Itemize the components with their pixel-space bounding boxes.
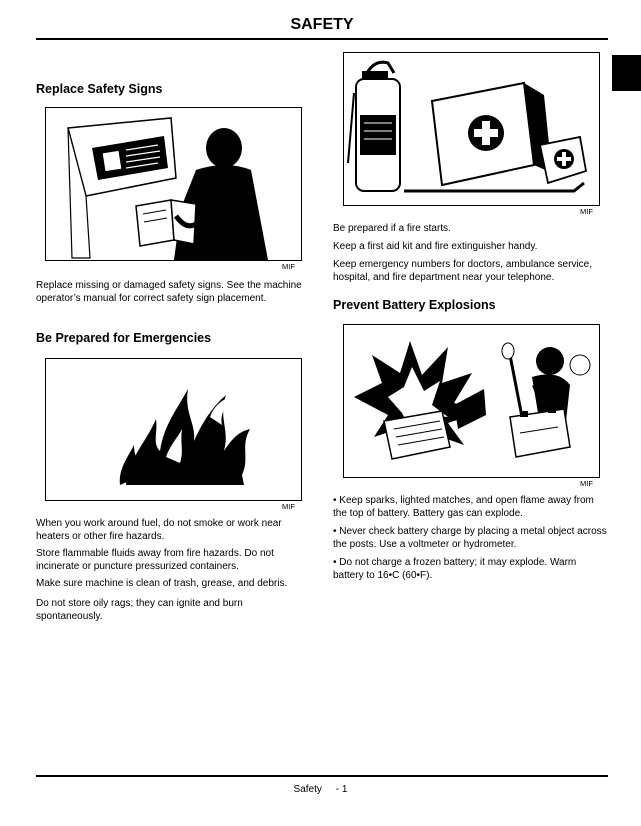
frozen-battery-bullet: • Do not charge a frozen battery; it may explode. Warm battery to 16•C (60•F).: [333, 557, 577, 581]
replace-safety-signs-heading: Replace Safety Signs: [36, 82, 163, 96]
check-charge-bullet: • Never check battery charge by placing a metal object across the posts. Use a voltmeter or hydrometer.: [333, 526, 607, 550]
fire-starts-text: Be prepared if a fire starts.: [333, 223, 451, 234]
fuel-warning-text: When you work around fuel, do not smoke or work near heaters or other fire hazards.: [36, 518, 282, 542]
sparks-bullet: • Keep sparks, lighted matches, and open flame away from the top of battery. Battery gas can explode.: [333, 495, 594, 519]
page-title: SAFETY: [36, 16, 608, 40]
emergencies-heading: Be Prepared for Emergencies: [36, 331, 212, 345]
section-tab-marker: [612, 55, 641, 91]
flammable-fluids-text: Store flammable fluids away from fire hazards. Do not incinerate or puncture pressurized containers.: [36, 548, 274, 572]
figure-code: MIF: [282, 262, 295, 271]
battery-explosion-illustration: [344, 325, 599, 477]
person-reading-manual-illustration: [46, 108, 301, 260]
emergency-numbers-text: Keep emergency numbers for doctors, ambulance service, hospital, and fire department near your telephone.: [333, 259, 593, 283]
page-footer: Safety - 1: [293, 784, 348, 795]
figure-code: MIF: [282, 502, 295, 511]
extinguisher-and-first-aid-kit-illustration: [344, 53, 599, 205]
oily-rags-text: Do not store oily rags; they can ignite and burn spontaneously.: [36, 598, 243, 622]
first-aid-kit-text: Keep a first aid kit and fire extinguisher handy.: [333, 241, 538, 252]
figure-code: MIF: [580, 479, 593, 488]
footer-rule: [36, 775, 608, 777]
replace-signs-text: Replace missing or damaged safety signs. See the machine operator’s manual for correct safety sign placement.: [36, 280, 302, 304]
flames-illustration: [46, 359, 301, 500]
first-aid-extinguisher-figure: [343, 52, 600, 206]
fire-flames-figure: [45, 358, 302, 501]
figure-code: MIF: [580, 207, 593, 216]
battery-explosions-heading: Prevent Battery Explosions: [333, 298, 496, 312]
safety-sign-figure: [45, 107, 302, 261]
battery-explosion-figure: [343, 324, 600, 478]
clean-machine-text: Make sure machine is clean of trash, grease, and debris.: [36, 578, 288, 589]
